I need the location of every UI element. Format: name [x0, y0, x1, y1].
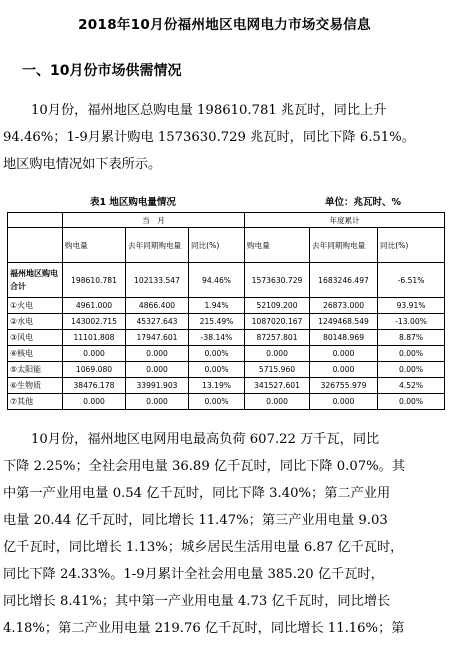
table-cell: 1.94% [189, 298, 245, 314]
table-row-total [8, 263, 445, 298]
paragraph-line: 10月份，福州地区总购电量 198610.781 兆瓦时，同比上升 [31, 103, 387, 118]
table-cell: 13.19% [189, 378, 245, 394]
row-label: ⑤太阳能 [8, 362, 63, 378]
table-cell: 80148.969 [310, 330, 378, 346]
header-last-year: 去年同期购电量 [310, 228, 378, 263]
table-cell: 87257.801 [245, 330, 310, 346]
header-yoy: 同比(%) [189, 228, 245, 263]
table-cell: 0.00% [189, 394, 245, 410]
table-row [8, 314, 445, 330]
table-cell: 102133.547 [126, 263, 189, 298]
table-row [8, 378, 445, 394]
header-purchase: 购电量 [245, 228, 310, 263]
table-row [8, 394, 445, 410]
row-label: ②水电 [8, 314, 63, 330]
header-cumulative: 年度累计 [245, 213, 445, 228]
paragraph-line: 中第一产业用电量 0.54 亿千瓦时，同比下降 3.40%；第二产业用 [3, 486, 391, 501]
paragraph-line: 同比增长 8.41%；其中第一产业用电量 4.73 亿千瓦时，同比增长 [3, 594, 391, 609]
header-last-year: 去年同期购电量 [126, 228, 189, 263]
table-cell: -13.00% [378, 314, 445, 330]
table-cell: 45327.643 [126, 314, 189, 330]
table-cell: 0.00% [378, 346, 445, 362]
table-cell: 1573630.729 [245, 263, 310, 298]
table-cell: 17947.601 [126, 330, 189, 346]
table-cell: 38476.178 [63, 378, 126, 394]
table-cell: 93.91% [378, 298, 445, 314]
table-cell: 11101.808 [63, 330, 126, 346]
paragraph-line: 下降 2.25%；全社会用电量 36.89 亿千瓦时，同比下降 0.07%。其 [3, 459, 406, 474]
table-cell: 4866.400 [126, 298, 189, 314]
table-cell: 1249468.549 [310, 314, 378, 330]
supply-paragraph [3, 97, 445, 178]
table-cell: 0.000 [126, 362, 189, 378]
table-cell: 52109.200 [245, 298, 310, 314]
paragraph-line: 94.46%；1-9月累计购电 1573630.729 兆瓦时，同比下降 6.51%。 [3, 130, 415, 145]
paragraph-line: 地区购电情况如下表所示。 [3, 157, 162, 172]
header-yoy: 同比(%) [378, 228, 445, 263]
paragraph-line: 电量 20.44 亿千瓦时，同比增长 11.47%；第三产业用电量 9.03 [3, 513, 388, 528]
table-row [8, 346, 445, 362]
paragraph-line: 4.18%；第二产业用电量 219.76 亿千瓦时，同比增长 11.16%；第 [3, 621, 405, 636]
row-label: ④核电 [8, 346, 63, 362]
document-title: 2018年10月份福州地区电网电力市场交易信息 [78, 17, 371, 33]
table-cell: 0.000 [310, 346, 378, 362]
header-blank [8, 228, 63, 263]
row-label: ⑦其他 [8, 394, 63, 410]
table-caption: 表1 地区购电量情况 [90, 197, 176, 208]
table-cell: 0.000 [126, 394, 189, 410]
table-cell: 326755.979 [310, 378, 378, 394]
table-cell: 0.000 [63, 394, 126, 410]
table-row [8, 362, 445, 378]
table-unit: 单位：兆瓦时、% [325, 197, 402, 208]
section-heading: 一、10月份市场供需情况 [22, 63, 182, 79]
table-cell: 341527.601 [245, 378, 310, 394]
table-cell: 0.00% [378, 394, 445, 410]
table-cell: -38.14% [189, 330, 245, 346]
row-label: ⑥生物质 [8, 378, 63, 394]
table-cell: 0.00% [189, 362, 245, 378]
table-cell: 33991.903 [126, 378, 189, 394]
table-cell: 0.00% [378, 362, 445, 378]
table-cell: 4.52% [378, 378, 445, 394]
table-cell: 8.87% [378, 330, 445, 346]
table-cell: 143002.715 [63, 314, 126, 330]
table-cell: 94.46% [189, 263, 245, 298]
table-cell: 0.000 [126, 346, 189, 362]
table-cell: -6.51% [378, 263, 445, 298]
table-cell: 198610.781 [63, 263, 126, 298]
header-purchase: 购电量 [63, 228, 126, 263]
paragraph-line: 亿千瓦时，同比增长 1.13%；城乡居民生活用电量 6.87 亿千瓦时， [3, 540, 404, 555]
header-current-month: 当 月 [63, 213, 245, 228]
table-cell: 0.000 [310, 362, 378, 378]
header-blank [8, 213, 63, 228]
paragraph-line: 同比下降 24.33%。1-9月累计全社会用电量 385.20 亿千瓦时， [3, 567, 384, 582]
table-cell: 0.000 [63, 346, 126, 362]
table-cell: 1683246.497 [310, 263, 378, 298]
paragraph-line: 10月份，福州地区电网用电最高负荷 607.22 万千瓦，同比 [31, 432, 380, 447]
table-cell: 0.000 [310, 394, 378, 410]
table-cell: 26873.000 [310, 298, 378, 314]
table-cell: 0.000 [245, 394, 310, 410]
table-row [8, 298, 445, 314]
table-cell: 5715.960 [245, 362, 310, 378]
consumption-paragraph [3, 426, 445, 642]
table-cell: 4961.000 [63, 298, 126, 314]
row-label: 福州地区购电合计 [8, 263, 63, 298]
table-cell: 1069.080 [63, 362, 126, 378]
row-label: ①火电 [8, 298, 63, 314]
row-label: ③风电 [8, 330, 63, 346]
table-cell: 0.00% [189, 346, 245, 362]
table-cell: 0.000 [245, 346, 310, 362]
table-row [8, 330, 445, 346]
table-cell: 1087020.167 [245, 314, 310, 330]
purchase-table [7, 212, 445, 410]
table-cell: 215.49% [189, 314, 245, 330]
